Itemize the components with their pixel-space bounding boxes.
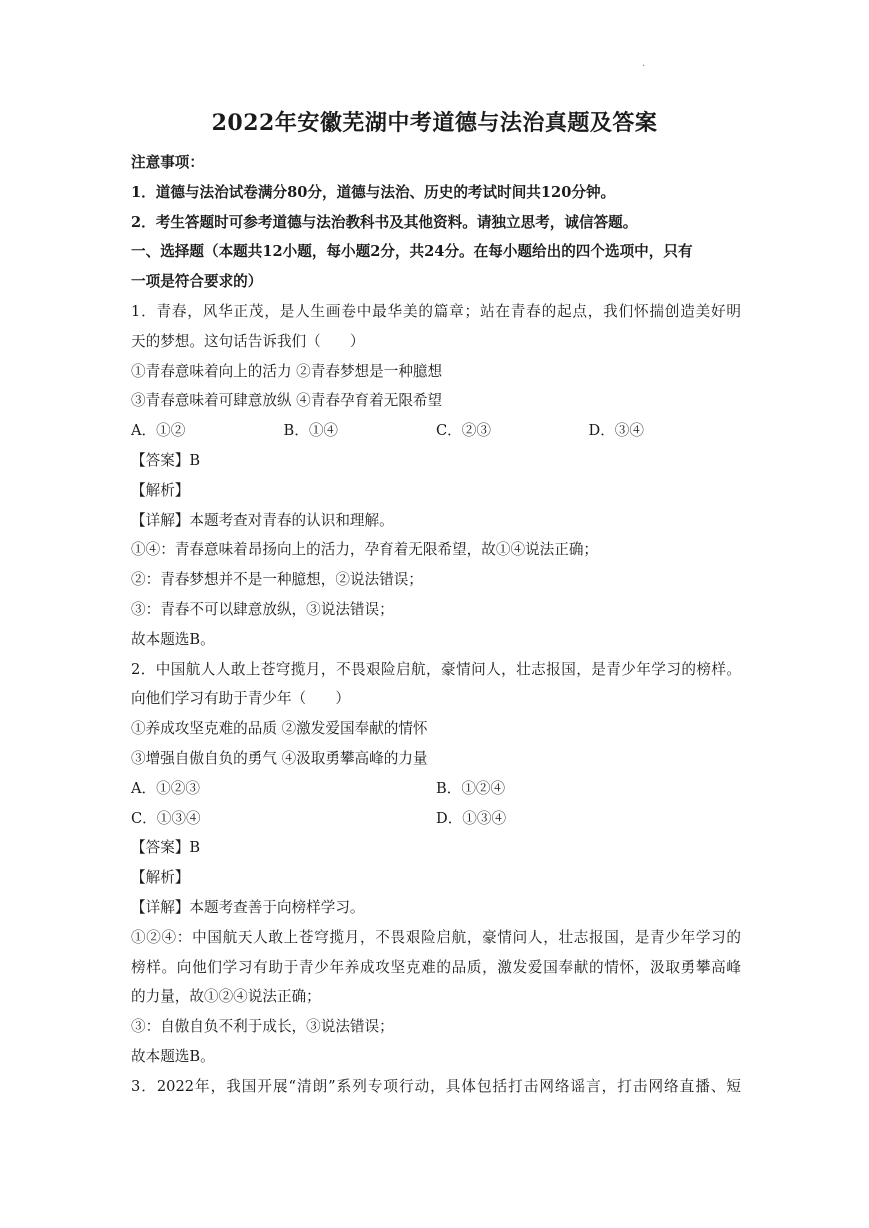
option-d: D．①③④: [436, 809, 507, 827]
question-2-analysis: 【解析】: [131, 869, 190, 887]
question-3-stem: 3．2022年，我国开展“清朗”系列专项行动，具体包括打击网络谣言，打击网络直播、短: [131, 1077, 741, 1095]
question-1-detail: ②：青春梦想并不是一种臆想，②说法错误；: [131, 571, 423, 589]
option-d: D．③④: [588, 422, 644, 440]
question-1-detail: ③：青春不可以肆意放纵，③说法错误；: [131, 600, 394, 618]
header-dot: .: [642, 58, 646, 69]
question-1-answer: 【答案】B: [131, 451, 201, 469]
section-heading-cont: 一项是符合要求的）: [131, 273, 263, 291]
question-1-options: [131, 416, 741, 446]
option-a: A．①②③: [131, 779, 200, 797]
question-2-statement: ③增强自傲自负的勇气 ④汲取勇攀高峰的力量: [131, 749, 428, 767]
page-title: 2022年安徽芜湖中考道德与法治真题及答案: [211, 110, 658, 136]
question-2-detail: 【详解】本题考查善于向榜样学习。: [131, 898, 365, 916]
question-2-conclusion: 故本题选B。: [131, 1047, 215, 1065]
question-1-analysis: 【解析】: [131, 481, 190, 499]
notes-heading: 注意事项：: [131, 154, 204, 171]
question-2-options-row-2: [131, 804, 741, 834]
question-2-detail: 榜样。向他们学习有助于青少年养成攻坚克难的品质，激发爱国奉献的情怀，汲取勇攀高峰: [131, 958, 741, 976]
question-2-answer: 【答案】B: [131, 839, 201, 857]
question-2-statement: ①养成攻坚克难的品质 ②激发爱国奉献的情怀: [131, 720, 428, 738]
question-1-stem-cont: 天的梦想。这句话告诉我们（ ）: [131, 332, 365, 350]
option-c: C．①③④: [131, 809, 201, 827]
question-1-statement: ①青春意味着向上的活力 ②青春梦想是一种臆想: [131, 362, 443, 380]
section-heading: 一、选择题（本题共12小题，每小题2分，共24分。在每小题给出的四个选项中，只有: [131, 243, 693, 261]
question-1-conclusion: 故本题选B。: [131, 630, 215, 648]
option-c: C．②③: [436, 422, 491, 440]
question-2-detail: ①②④：中国航天人敢上苍穹揽月，不畏艰险启航，豪情问人，壮志报国，是青少年学习的: [131, 928, 741, 946]
option-b: B．①④: [283, 422, 339, 440]
note-item: 1．道德与法治试卷满分80分，道德与法治、历史的考试时间共120分钟。: [131, 183, 616, 201]
option-b: B．①②④: [436, 779, 506, 797]
question-2-detail: ③：自傲自负不利于成长，③说法错误；: [131, 1018, 394, 1036]
question-2-detail: 的力量，故①②④说法正确；: [131, 988, 321, 1006]
document-body: [131, 148, 741, 1102]
question-2-stem: 2．中国航人人敢上苍穹揽月，不畏艰险启航，豪情问人，壮志报国，是青少年学习的榜样。: [131, 660, 741, 678]
option-a: A．①②: [131, 422, 186, 440]
note-item: 2．考生答题时可参考道德与法治教科书及其他资料。请独立思考，诚信答题。: [131, 213, 638, 231]
question-1-statement: ③青春意味着可肆意放纵 ④青春孕育着无限希望: [131, 392, 443, 410]
question-2-stem-cont: 向他们学习有助于青少年（ ）: [131, 690, 350, 708]
question-2-options-row-1: [131, 774, 741, 804]
question-1-detail: 【详解】本题考查对青春的认识和理解。: [131, 511, 394, 529]
question-1-stem: 1．青春，风华正茂，是人生画卷中最华美的篇章；站在青春的起点，我们怀揣创造美好明: [131, 302, 741, 320]
question-1-detail: ①④：青春意味着昂扬向上的活力，孕育着无限希望，故①④说法正确；: [131, 541, 599, 559]
